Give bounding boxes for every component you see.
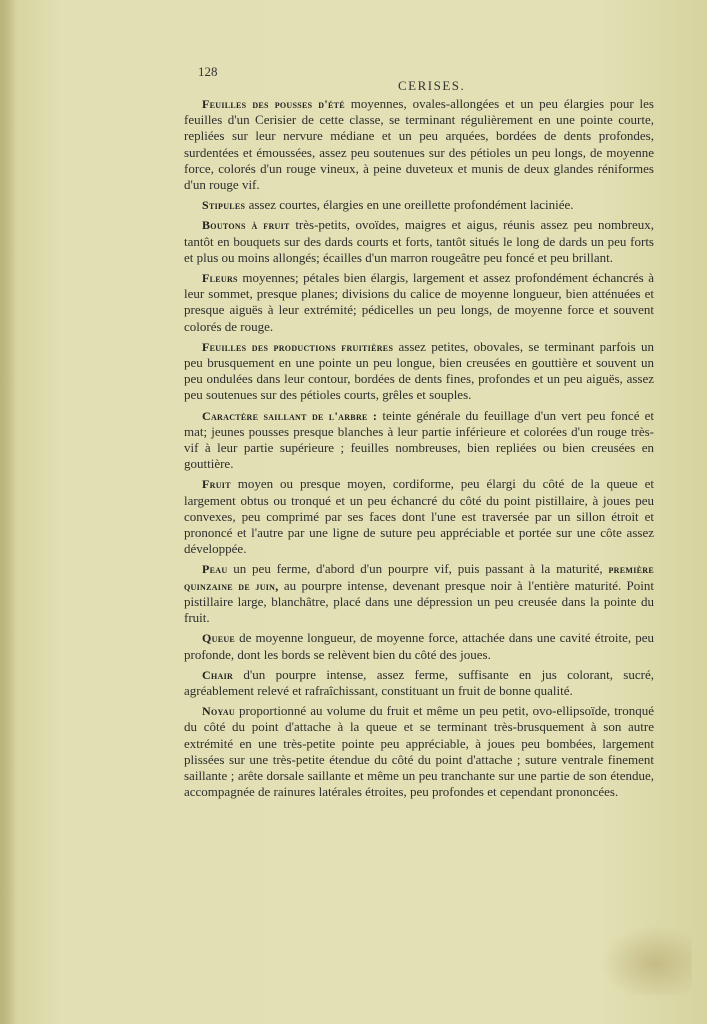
term-maturity-date: première quinzaine de juin,: [184, 562, 654, 593]
paragraph-fleurs: [184, 270, 654, 335]
paragraph-text: un peu ferme, d'abord d'un pourpre vif, puis passant à la maturité,: [227, 561, 609, 577]
binding-shadow: [0, 0, 16, 1024]
paragraph-text: assez courtes, élargies en une oreillette profondément laciniée.: [245, 197, 574, 213]
paragraph-text: proportionné au volume du fruit et même un peu petit, ovo-ellipsoïde, tronqué du côté du point d'attache à la queue et se terminant très-brusquement à son autre extrémité en une très-petite pointe peu appréciable, à joues peu bombées, largement plissées sur une très-petite étendue du côté du point d'attache ; suture ventrale finement saillante ; arête dorsale saillante et même un peu tranchante sur une partie de son étendue, accompagnée de rainures latérales étroites, peu profondes et cependant prononcées.: [184, 703, 654, 800]
page-number: 128: [198, 64, 218, 79]
term: Fruit: [202, 477, 231, 492]
paragraph-stipules: [184, 197, 654, 213]
term: Stipules: [202, 198, 246, 213]
paragraph-queue: [184, 630, 654, 662]
paragraph-peau: [184, 561, 654, 626]
paragraph-text: teinte générale du feuillage d'un vert peu foncé et mat; jeunes pousses presque blanches à leur partie inférieure et colorées d'un rouge très-vif à leur partie supérieure ; feuilles nombreuses, bien repliées ou bien creusées en gouttière.: [184, 407, 655, 472]
paragraph-text: assez petites, obovales, se terminant parfois un peu brusquement en une pointe un peu longue, bien creusées en gouttière et souvent un peu ondulées dans leur contour, bordées de dents fines, profondes et un peu aiguës, assez peu soutenues sur des pétioles courts, grêles et souples.: [184, 338, 654, 403]
term: Peau: [202, 562, 228, 577]
term: Boutons à fruit: [202, 218, 290, 233]
term: Noyau: [202, 704, 235, 719]
paragraph-text: d'un pourpre intense, assez ferme, suffisante en jus colorant, sucré, agréablement relevé et rafraîchissant, constituant un fruit de bonne qualité.: [184, 666, 654, 698]
paragraph-text: moyen ou presque moyen, cordiforme, peu élargi du côté de la queue et largement obtus ou tronqué et un peu échancré du côté du point pistillaire, à joues peu convexes, peu comprimé par ses faces dont l'une est traversée par un sillon étroit et prononcé et l'autre par une ligne de suture peu appréciable et portée sur une côte assez développée.: [184, 476, 654, 557]
paragraph-text: moyennes, ovales-allongées et un peu élargies pour les feuilles d'un Cerisier de cette classe, se terminant régulièrement en une pointe courte, repliées sur leur nervure médiane et un peu arquées, bordées de dents profondes, surdentées et émoussées, assez peu soutenues sur des pétioles un peu longs, de moyenne force, colorés d'un rouge vineux, à peine duveteux et munis de deux glandes réniformes d'un rouge vif.: [184, 96, 654, 193]
term: Queue: [202, 631, 236, 646]
paragraph-text: très-petits, ovoïdes, maigres et aigus, réunis assez peu nombreux, tantôt en bouquets sur des dards courts et forts, tantôt situés le long de dards un peu forts et plus ou moins allongés; écailles d'un marron rougeâtre peu foncé et peu brillant.: [184, 217, 655, 265]
paragraph-feuilles-pousses: [184, 96, 654, 193]
paragraph-text: de moyenne longueur, de moyenne force, attachée dans une cavité étroite, peu profonde, dont les bords se relèvent bien du côté des joues.: [184, 630, 654, 662]
paragraph-fruit: [184, 476, 654, 557]
term: Feuilles des pousses d'été: [202, 97, 345, 111]
term: Caractère saillant de l'arbre :: [202, 408, 378, 423]
paragraph-chair: [184, 667, 654, 699]
term: Chair: [202, 667, 234, 682]
description-text: [184, 96, 654, 804]
paragraph-noyau: [184, 703, 654, 800]
ink-smudge: [600, 925, 692, 995]
paragraph-caractere: [184, 408, 654, 473]
term: Feuilles des productions fruitières: [202, 339, 394, 354]
paragraph-text: moyennes; pétales bien élargis, largement et assez profondément échancrés à leur sommet, presque planes; divisions du calice de moyenne longueur, bien atténuées et presque aiguës à leur extrémité; pédicelles un peu longs, de moyenne force et souvent colorés de rouge.: [184, 270, 654, 334]
paragraph-boutons: [184, 217, 654, 266]
running-head: CERISES.: [398, 78, 466, 93]
paragraph-text: au pourpre intense, devenant presque noir à l'entière maturité. Point pistillaire large, blanchâtre, placé dans une dépression un peu creusée dans la pointe du fruit.: [184, 577, 655, 626]
paragraph-feuilles-productions: [184, 339, 654, 404]
term: Fleurs: [202, 271, 238, 286]
